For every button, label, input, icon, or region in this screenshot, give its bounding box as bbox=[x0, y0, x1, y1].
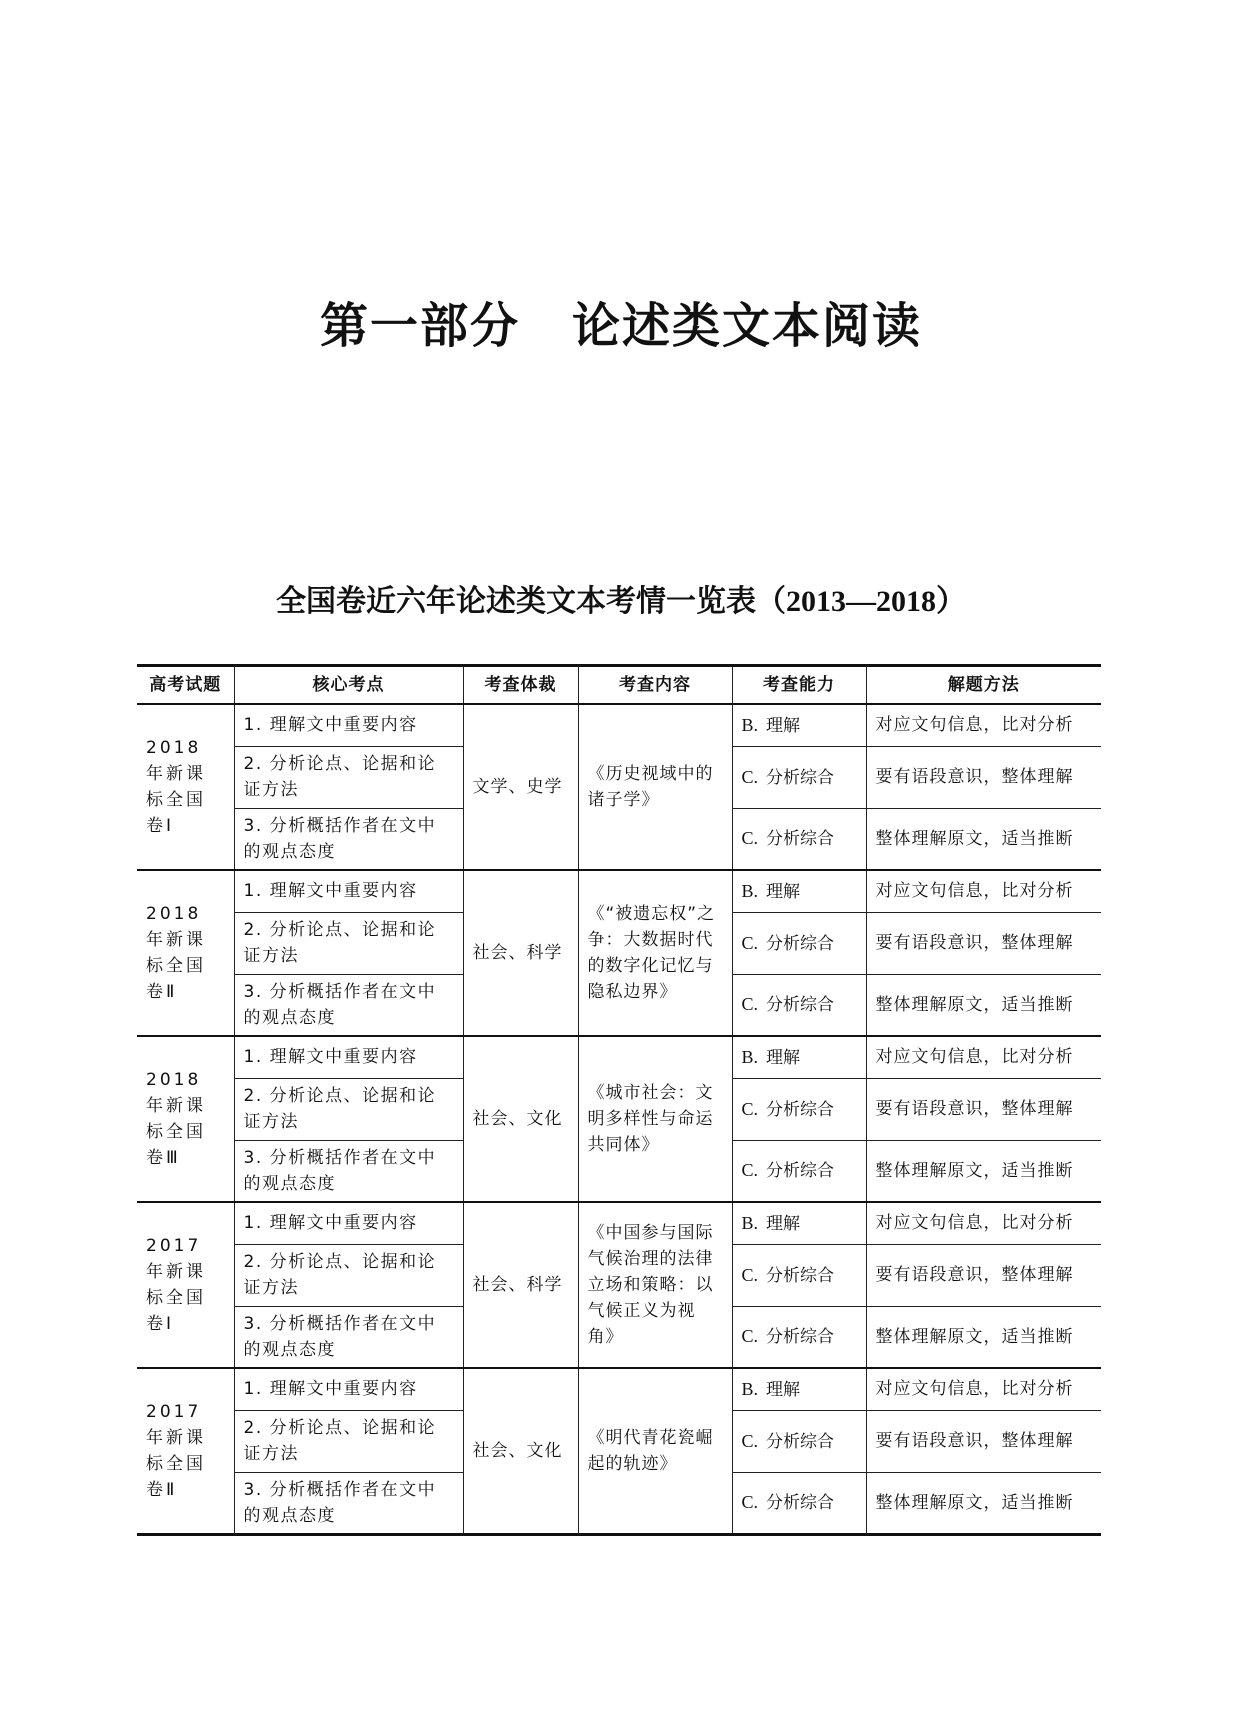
ability-text: 分析综合 bbox=[766, 1431, 835, 1452]
ability-cell bbox=[732, 1368, 866, 1410]
table-row bbox=[137, 704, 1101, 746]
genre-cell: 社会、文化 bbox=[463, 1368, 578, 1534]
genre-cell: 文学、史学 bbox=[463, 704, 578, 870]
content-cell: 《中国参与国际气候治理的法律立场和策略：以气候正义为视角》 bbox=[578, 1202, 732, 1368]
header-exam: 高考试题 bbox=[137, 666, 234, 705]
exam-cell: 2017 年新课标全国卷Ⅱ bbox=[137, 1368, 234, 1534]
ability-letter: C. bbox=[741, 766, 759, 787]
table-title bbox=[0, 582, 1242, 622]
genre-cell: 社会、文化 bbox=[463, 1036, 578, 1202]
exam-cell: 2018 年新课标全国卷Ⅰ bbox=[137, 704, 234, 870]
core-point-cell: 1. 理解文中重要内容 bbox=[234, 870, 463, 912]
method-cell: 整体理解原文，适当推断 bbox=[866, 1472, 1101, 1534]
header-genre: 考查体裁 bbox=[463, 666, 578, 705]
ability-letter: C. bbox=[741, 932, 759, 953]
exam-cell: 2018 年新课标全国卷Ⅲ bbox=[137, 1036, 234, 1202]
ability-text: 理解 bbox=[766, 881, 801, 902]
header-core-point: 核心考点 bbox=[234, 666, 463, 705]
method-cell: 整体理解原文，适当推断 bbox=[866, 1306, 1101, 1368]
table-body bbox=[137, 704, 1101, 1534]
part-title bbox=[0, 296, 1242, 356]
content-cell: 《“被遗忘权”之争：大数据时代的数字化记忆与隐私边界》 bbox=[578, 870, 732, 1036]
exam-summary-table bbox=[137, 664, 1101, 1536]
header-method: 解题方法 bbox=[866, 666, 1101, 705]
table-row bbox=[137, 1368, 1101, 1410]
table-row bbox=[137, 1202, 1101, 1244]
core-point-cell: 3. 分析概括作者在文中的观点态度 bbox=[234, 1140, 463, 1202]
ability-cell bbox=[732, 1078, 866, 1140]
part-name: 论述类文本阅读 bbox=[572, 298, 923, 354]
ability-letter: C. bbox=[741, 1326, 759, 1347]
table-title-years: （2013—2018） bbox=[756, 585, 966, 618]
method-cell: 对应文句信息，比对分析 bbox=[866, 1036, 1101, 1078]
ability-cell bbox=[732, 808, 866, 870]
method-cell: 要有语段意识，整体理解 bbox=[866, 912, 1101, 974]
content-cell: 《城市社会：文明多样性与命运共同体》 bbox=[578, 1036, 732, 1202]
ability-text: 理解 bbox=[766, 715, 801, 736]
ability-cell bbox=[732, 1306, 866, 1368]
ability-cell bbox=[732, 1140, 866, 1202]
header-ability: 考查能力 bbox=[732, 666, 866, 705]
ability-text: 分析综合 bbox=[766, 1161, 835, 1182]
ability-text: 分析综合 bbox=[766, 995, 835, 1016]
ability-text: 分析综合 bbox=[766, 933, 835, 954]
ability-letter: C. bbox=[741, 994, 759, 1015]
ability-text: 理解 bbox=[766, 1379, 801, 1400]
core-point-cell: 1. 理解文中重要内容 bbox=[234, 1202, 463, 1244]
ability-cell bbox=[732, 746, 866, 808]
method-cell: 对应文句信息，比对分析 bbox=[866, 704, 1101, 746]
ability-text: 分析综合 bbox=[766, 767, 835, 788]
ability-text: 分析综合 bbox=[766, 829, 835, 850]
core-point-cell: 2. 分析论点、论据和论证方法 bbox=[234, 1410, 463, 1472]
ability-text: 分析综合 bbox=[766, 1493, 835, 1513]
table-title-text: 全国卷近六年论述类文本考情一览表 bbox=[276, 584, 756, 619]
content-cell: 《历史视域中的诸子学》 bbox=[578, 704, 732, 870]
ability-letter: C. bbox=[741, 1098, 759, 1119]
ability-letter: C. bbox=[741, 828, 759, 849]
genre-cell: 社会、科学 bbox=[463, 1202, 578, 1368]
header-row bbox=[137, 666, 1101, 705]
core-point-cell: 3. 分析概括作者在文中的观点态度 bbox=[234, 1306, 463, 1368]
ability-cell bbox=[732, 1472, 866, 1534]
content-cell: 《明代青花瓷崛起的轨迹》 bbox=[578, 1368, 732, 1534]
ability-letter: C. bbox=[741, 1430, 759, 1451]
ability-text: 分析综合 bbox=[766, 1099, 835, 1120]
ability-cell bbox=[732, 1244, 866, 1306]
method-cell: 整体理解原文，适当推断 bbox=[866, 808, 1101, 870]
genre-cell: 社会、科学 bbox=[463, 870, 578, 1036]
table-row bbox=[137, 1036, 1101, 1078]
ability-cell bbox=[732, 1410, 866, 1472]
ability-letter: C. bbox=[741, 1264, 759, 1285]
core-point-cell: 1. 理解文中重要内容 bbox=[234, 1368, 463, 1410]
core-point-cell: 2. 分析论点、论据和论证方法 bbox=[234, 1078, 463, 1140]
ability-letter: B. bbox=[741, 1378, 759, 1399]
ability-letter: B. bbox=[741, 714, 759, 735]
ability-cell bbox=[732, 870, 866, 912]
ability-letter: B. bbox=[741, 1212, 759, 1233]
core-point-cell: 1. 理解文中重要内容 bbox=[234, 704, 463, 746]
method-cell: 对应文句信息，比对分析 bbox=[866, 1368, 1101, 1410]
ability-letter: C. bbox=[741, 1160, 759, 1181]
ability-text: 理解 bbox=[766, 1213, 801, 1234]
ability-cell bbox=[732, 912, 866, 974]
ability-text: 分析综合 bbox=[766, 1327, 835, 1348]
method-cell: 要有语段意识，整体理解 bbox=[866, 746, 1101, 808]
core-point-cell: 3. 分析概括作者在文中的观点态度 bbox=[234, 1472, 463, 1534]
header-content: 考查内容 bbox=[578, 666, 732, 705]
method-cell: 要有语段意识，整体理解 bbox=[866, 1410, 1101, 1472]
ability-text: 分析综合 bbox=[766, 1265, 835, 1286]
method-cell: 整体理解原文，适当推断 bbox=[866, 1140, 1101, 1202]
exam-cell: 2017 年新课标全国卷Ⅰ bbox=[137, 1202, 234, 1368]
exam-cell: 2018 年新课标全国卷Ⅱ bbox=[137, 870, 234, 1036]
ability-letter: C. bbox=[741, 1492, 759, 1512]
core-point-cell: 3. 分析概括作者在文中的观点态度 bbox=[234, 974, 463, 1036]
ability-letter: B. bbox=[741, 1046, 759, 1067]
method-cell: 对应文句信息，比对分析 bbox=[866, 870, 1101, 912]
core-point-cell: 1. 理解文中重要内容 bbox=[234, 1036, 463, 1078]
core-point-cell: 3. 分析概括作者在文中的观点态度 bbox=[234, 808, 463, 870]
ability-cell bbox=[732, 704, 866, 746]
table-row bbox=[137, 870, 1101, 912]
core-point-cell: 2. 分析论点、论据和论证方法 bbox=[234, 1244, 463, 1306]
method-cell: 整体理解原文，适当推断 bbox=[866, 974, 1101, 1036]
part-number: 第一部分 bbox=[319, 298, 520, 354]
method-cell: 要有语段意识，整体理解 bbox=[866, 1244, 1101, 1306]
ability-cell bbox=[732, 974, 866, 1036]
ability-cell bbox=[732, 1036, 866, 1078]
core-point-cell: 2. 分析论点、论据和论证方法 bbox=[234, 746, 463, 808]
ability-cell bbox=[732, 1202, 866, 1244]
ability-letter: B. bbox=[741, 880, 759, 901]
ability-text: 理解 bbox=[766, 1047, 801, 1068]
method-cell: 对应文句信息，比对分析 bbox=[866, 1202, 1101, 1244]
method-cell: 要有语段意识，整体理解 bbox=[866, 1078, 1101, 1140]
core-point-cell: 2. 分析论点、论据和论证方法 bbox=[234, 912, 463, 974]
